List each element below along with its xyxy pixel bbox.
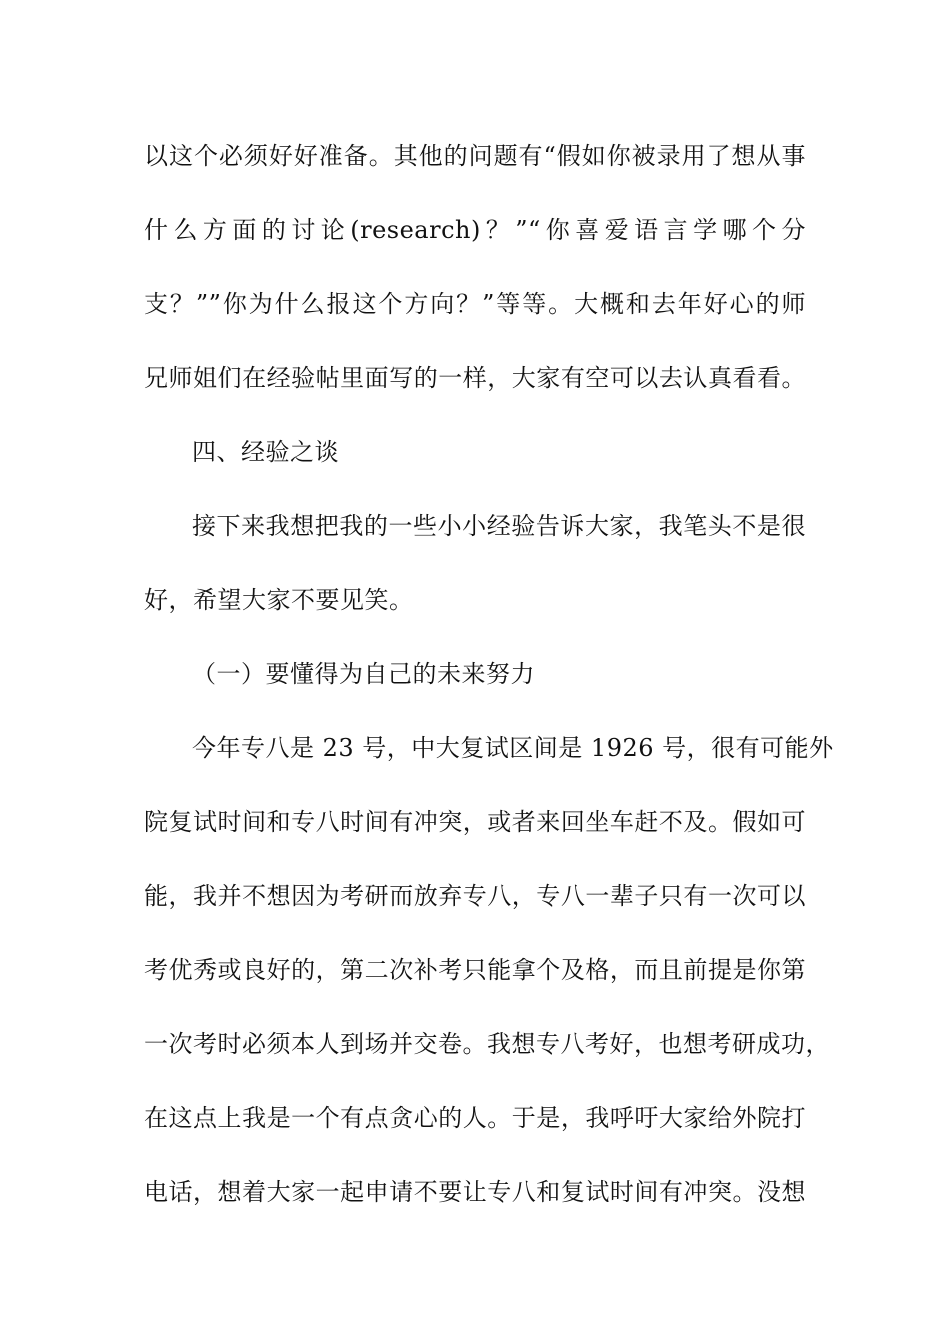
text-line: 在这点上我是一个有点贪心的人。于是，我呼吁大家给外院打 <box>144 1104 806 1132</box>
text-line: 支？””你为什么报这个方向？”等等。大概和去年好心的师 <box>144 290 806 318</box>
text-line: 什么方面的讨论(research)？”“你喜爱语言学哪个分 <box>144 216 806 244</box>
paragraph-first-line: 今年专八是 23 号，中大复试区间是 1926 号，很有可能外 <box>192 734 834 762</box>
section-heading: 四、经验之谈 <box>192 438 339 466</box>
text-line: 一次考时必须本人到场并交卷。我想专八考好，也想考研成功， <box>144 1030 830 1058</box>
text-line: 电话，想着大家一起申请不要让专八和复试时间有冲突。没想 <box>144 1178 806 1206</box>
text-line: 能，我并不想因为考研而放弃专八，专八一辈子只有一次可以 <box>144 882 806 910</box>
subsection-heading: （一）要懂得为自己的未来努力 <box>192 660 535 688</box>
text-line: 院复试时间和专八时间有冲突，或者来回坐车赶不及。假如可 <box>144 808 806 836</box>
text-line: 兄师姐们在经验帖里面写的一样，大家有空可以去认真看看。 <box>144 364 806 392</box>
text-line: 考优秀或良好的，第二次补考只能拿个及格，而且前提是你第 <box>144 956 806 984</box>
text-line: 以这个必须好好准备。其他的问题有“假如你被录用了想从事 <box>144 142 806 170</box>
text-line: 好，希望大家不要见笑。 <box>144 586 414 614</box>
paragraph-first-line: 接下来我想把我的一些小小经验告诉大家，我笔头不是很 <box>192 512 806 540</box>
